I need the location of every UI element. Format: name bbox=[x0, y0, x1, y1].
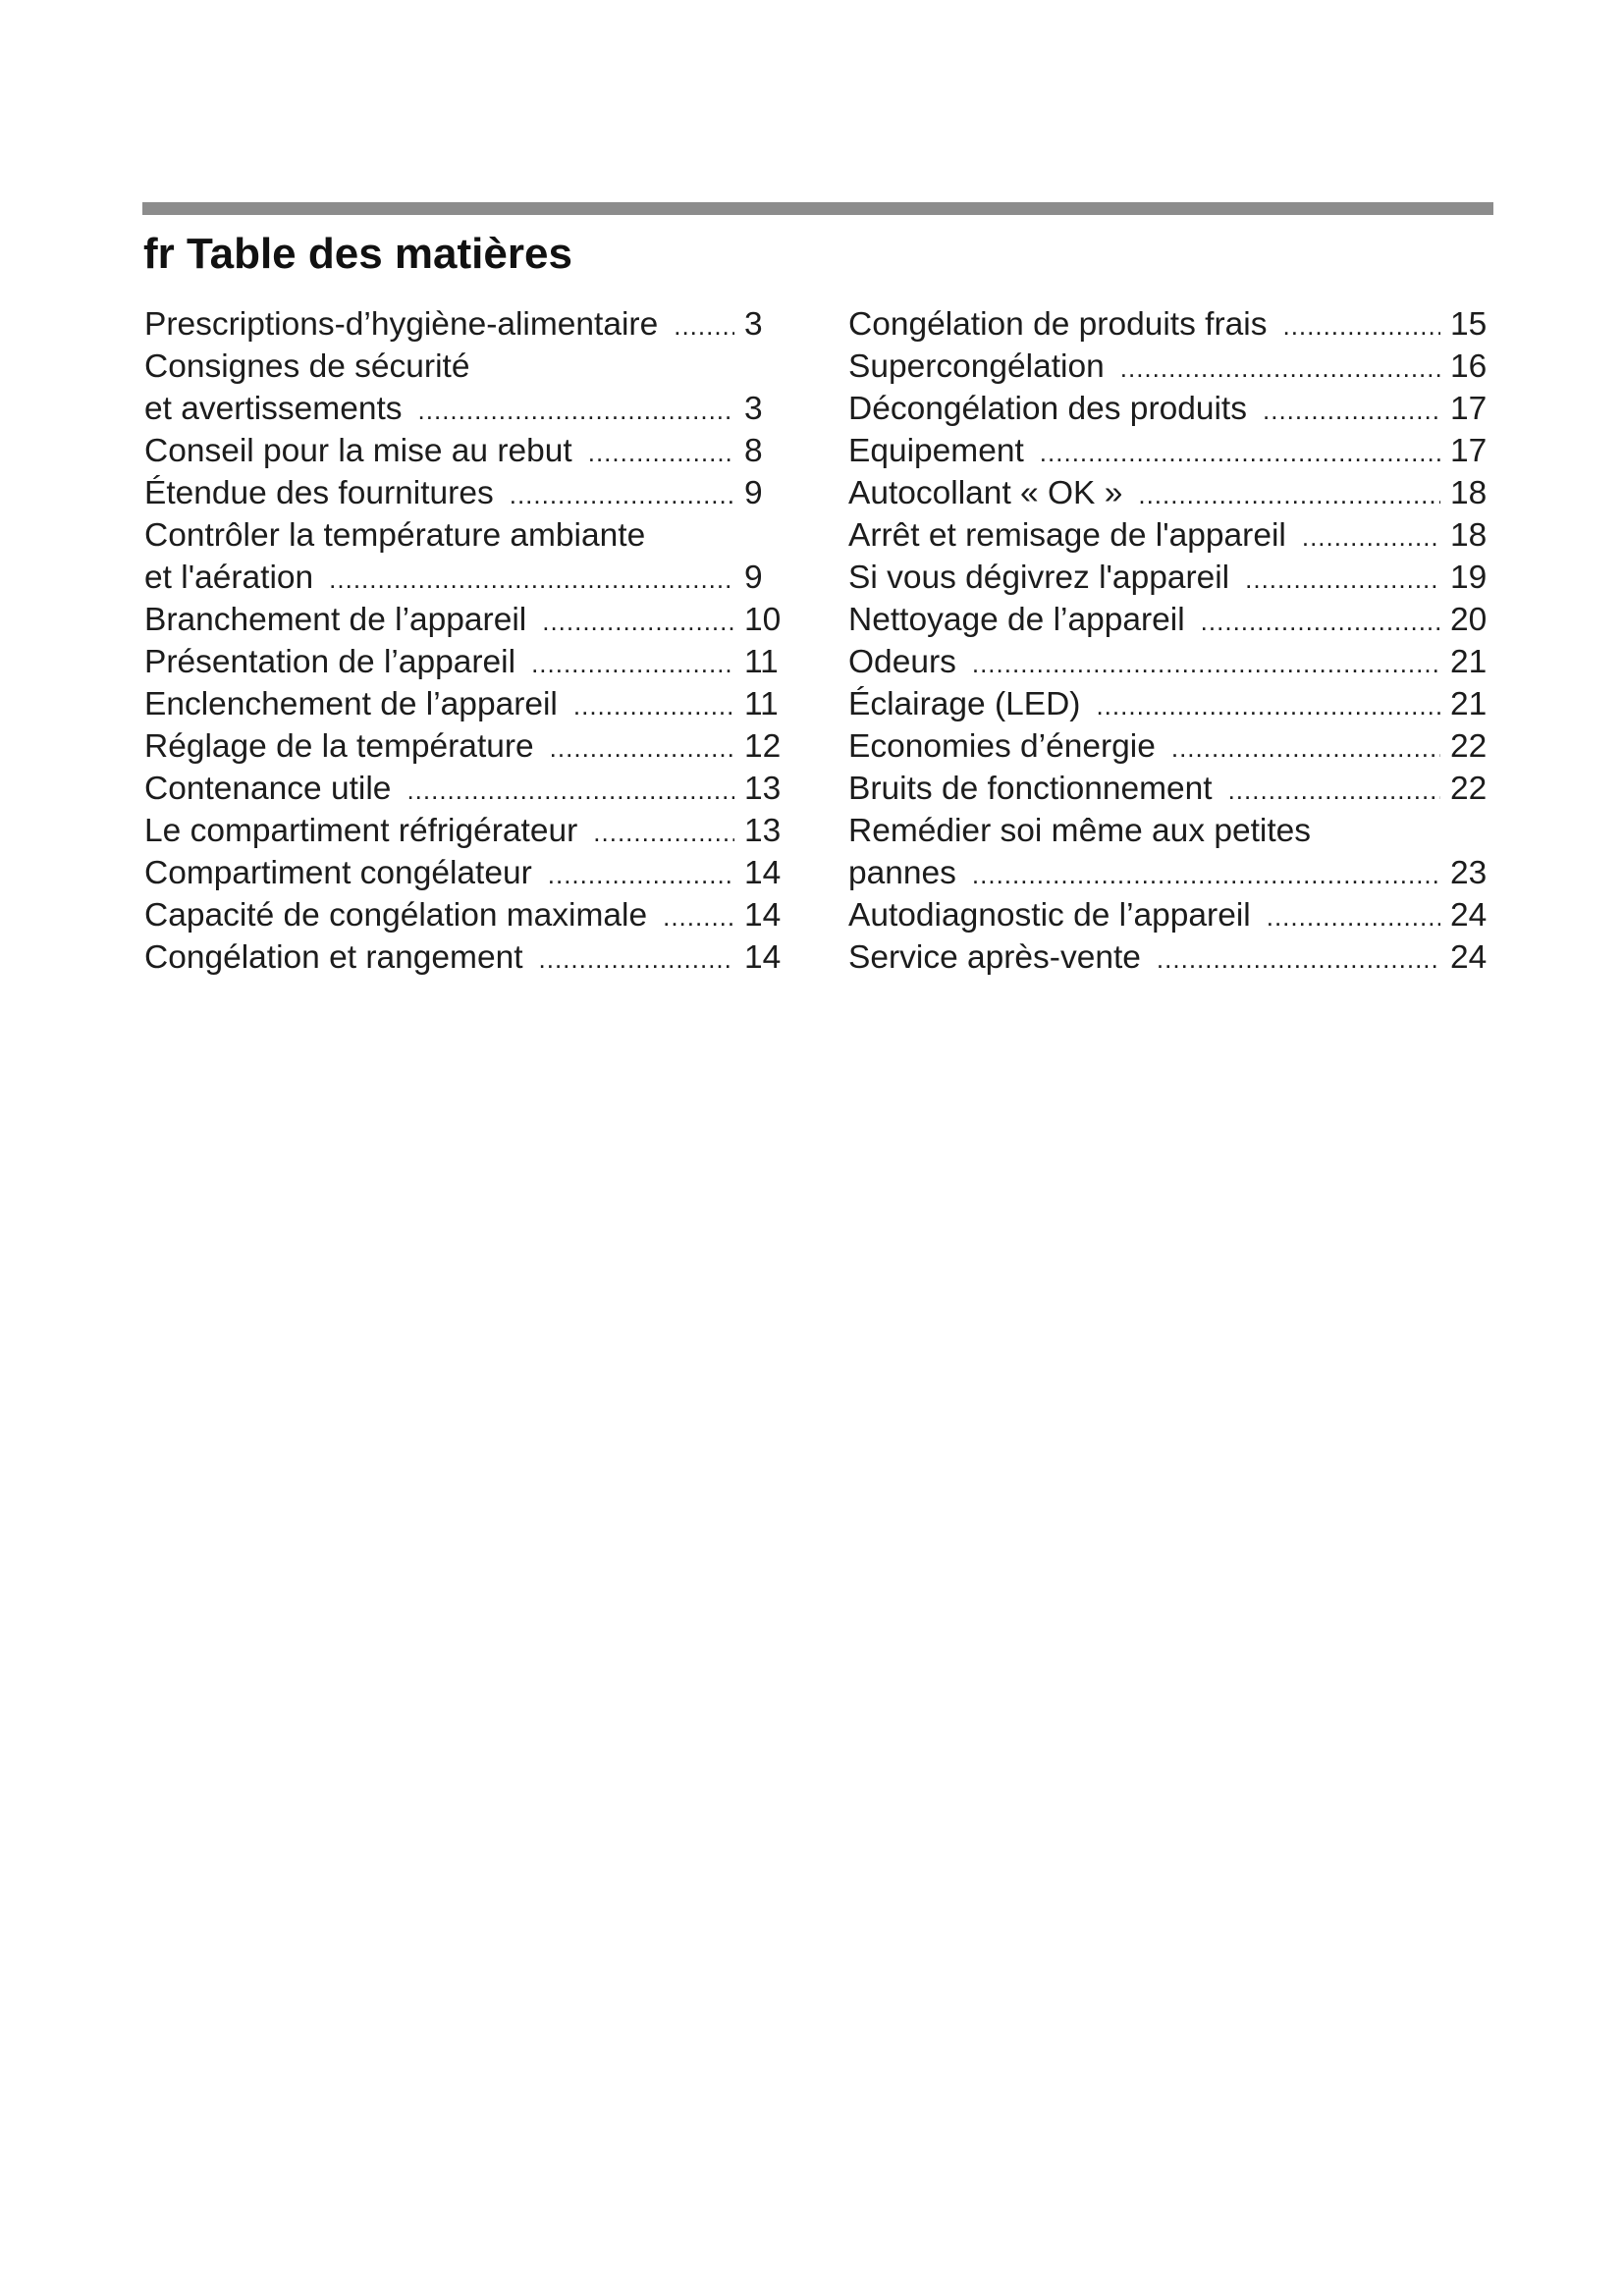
toc-entry-line bbox=[848, 472, 1493, 514]
toc-page-number: 9 bbox=[744, 560, 763, 596]
toc-leader-dots bbox=[539, 938, 734, 981]
toc-page-number: 16 bbox=[1450, 348, 1488, 385]
toc-page-number: 12 bbox=[744, 728, 782, 765]
toc-entry[interactable] bbox=[144, 936, 787, 979]
toc-entry-line bbox=[144, 388, 787, 430]
toc-page-number: 20 bbox=[1450, 602, 1488, 638]
toc-entry-title: Si vous dégivrez l'appareil bbox=[848, 560, 1230, 596]
toc-page-number: 8 bbox=[744, 433, 763, 469]
toc-page-number: 17 bbox=[1450, 433, 1488, 469]
toc-entry-line bbox=[144, 430, 787, 472]
toc-entry-title: Nettoyage de l’appareil bbox=[848, 602, 1185, 638]
toc-leader-dots bbox=[663, 896, 734, 938]
toc-leader-dots bbox=[1302, 516, 1440, 559]
toc-entry-line bbox=[848, 936, 1493, 979]
toc-entry[interactable] bbox=[848, 683, 1493, 725]
toc-entry[interactable] bbox=[848, 303, 1493, 346]
toc-entry-line bbox=[848, 303, 1493, 346]
toc-entry-title: Remédier soi même aux petites bbox=[848, 813, 1312, 849]
header-rule bbox=[142, 202, 1493, 215]
toc-leader-dots bbox=[1201, 601, 1440, 643]
toc-page-number: 21 bbox=[1450, 686, 1488, 722]
toc-entry-title: Contenance utile bbox=[144, 771, 392, 807]
toc-leader-dots bbox=[573, 685, 734, 727]
toc-entry-line bbox=[144, 725, 787, 768]
toc-entry-title: Réglage de la température bbox=[144, 728, 534, 765]
toc-entry-title: Economies d’énergie bbox=[848, 728, 1156, 765]
toc-entry-title: Présentation de l’appareil bbox=[144, 644, 516, 680]
toc-leader-dots bbox=[674, 305, 734, 347]
toc-entry-title: et l'aération bbox=[144, 560, 314, 596]
toc-page-number: 19 bbox=[1450, 560, 1488, 596]
toc-entry-title: et avertissements bbox=[144, 391, 403, 427]
toc-leader-dots bbox=[1096, 685, 1440, 727]
toc-leader-dots bbox=[588, 432, 734, 474]
toc-entry-title: Equipement bbox=[848, 433, 1024, 469]
toc-leader-dots bbox=[972, 854, 1440, 896]
toc-entry[interactable] bbox=[144, 641, 787, 683]
toc-entry-line bbox=[144, 768, 787, 810]
toc-entry-title: Éclairage (LED) bbox=[848, 686, 1081, 722]
toc-leader-dots bbox=[1040, 432, 1440, 474]
toc-page-number: 3 bbox=[744, 391, 763, 427]
toc-entry[interactable] bbox=[848, 388, 1493, 430]
toc-entry-title: Branchement de l’appareil bbox=[144, 602, 527, 638]
toc-leader-dots bbox=[542, 601, 734, 643]
toc-entry[interactable] bbox=[848, 768, 1493, 810]
toc-entry-title: Prescriptions-d’hygiène-alimentaire bbox=[144, 306, 659, 343]
toc-page-number: 3 bbox=[744, 306, 763, 343]
toc-leader-dots bbox=[550, 727, 734, 770]
toc-entry-title: Congélation et rangement bbox=[144, 939, 523, 976]
toc-entry[interactable] bbox=[144, 768, 787, 810]
toc-page-number: 24 bbox=[1450, 897, 1488, 934]
toc-right-column bbox=[848, 303, 1493, 979]
toc-entry-line bbox=[848, 514, 1493, 557]
toc-entry-line bbox=[144, 641, 787, 683]
toc-leader-dots bbox=[1263, 390, 1440, 432]
toc-leader-dots bbox=[418, 390, 734, 432]
toc-entry-title: Enclenchement de l’appareil bbox=[144, 686, 558, 722]
toc-page-number: 15 bbox=[1450, 306, 1488, 343]
toc-page-number: 11 bbox=[744, 644, 779, 680]
toc-entry-line bbox=[144, 599, 787, 641]
toc-page-number: 21 bbox=[1450, 644, 1488, 680]
toc-entry-title: Bruits de fonctionnement bbox=[848, 771, 1213, 807]
toc-leader-dots bbox=[531, 643, 734, 685]
toc-page-number: 9 bbox=[744, 475, 763, 511]
toc-entry-title: pannes bbox=[848, 855, 956, 891]
toc-page-number: 18 bbox=[1450, 475, 1488, 511]
toc-entry-line bbox=[848, 768, 1493, 810]
toc-page-number: 10 bbox=[744, 602, 782, 638]
toc-entry-title: Compartiment congélateur bbox=[144, 855, 532, 891]
toc-entry[interactable] bbox=[144, 852, 787, 894]
toc-entry[interactable] bbox=[848, 936, 1493, 979]
toc-leader-dots bbox=[329, 559, 734, 601]
toc-entry-title: Odeurs bbox=[848, 644, 956, 680]
toc-entry-line bbox=[848, 810, 1493, 852]
toc-entry-title: Conseil pour la mise au rebut bbox=[144, 433, 572, 469]
toc-entry-line bbox=[848, 388, 1493, 430]
toc-entry-line bbox=[848, 641, 1493, 683]
toc-entry-line bbox=[848, 725, 1493, 768]
page-title: fr Table des matières bbox=[143, 230, 572, 278]
toc-entry-title: Étendue des fournitures bbox=[144, 475, 494, 511]
toc-entry-title: Autocollant « OK » bbox=[848, 475, 1123, 511]
toc-entry-title: Le compartiment réfrigérateur bbox=[144, 813, 578, 849]
toc-entry-line bbox=[144, 472, 787, 514]
toc-entry-line bbox=[144, 346, 787, 388]
toc-entry[interactable] bbox=[144, 472, 787, 514]
toc-page-number: 23 bbox=[1450, 855, 1488, 891]
toc-page-number: 11 bbox=[744, 686, 779, 722]
toc-entry[interactable] bbox=[848, 894, 1493, 936]
toc-entry-title: Consignes de sécurité bbox=[144, 348, 470, 385]
toc-page-number: 18 bbox=[1450, 517, 1488, 554]
toc-entry-line bbox=[144, 936, 787, 979]
toc-leader-dots bbox=[1267, 896, 1440, 938]
toc-leader-dots bbox=[1120, 347, 1440, 390]
toc-entry-line bbox=[144, 514, 787, 557]
toc-entry-title: Service après-vente bbox=[848, 939, 1141, 976]
toc-entry-line bbox=[848, 683, 1493, 725]
toc-page-number: 14 bbox=[744, 897, 782, 934]
toc-entry-line bbox=[848, 346, 1493, 388]
toc-page-number: 13 bbox=[744, 771, 782, 807]
toc-entry-line bbox=[848, 894, 1493, 936]
toc-leader-dots bbox=[1157, 938, 1440, 981]
toc-entry[interactable] bbox=[848, 641, 1493, 683]
toc-entry[interactable] bbox=[848, 430, 1493, 472]
toc-page-number: 22 bbox=[1450, 728, 1488, 765]
toc-entry[interactable] bbox=[848, 472, 1493, 514]
toc-entry-title: Supercongélation bbox=[848, 348, 1105, 385]
toc-entry-title: Arrêt et remisage de l'appareil bbox=[848, 517, 1286, 554]
toc-entry-line bbox=[848, 557, 1493, 599]
toc-entry[interactable] bbox=[848, 810, 1493, 894]
toc-leader-dots bbox=[1228, 770, 1440, 812]
toc-entry[interactable] bbox=[144, 430, 787, 472]
toc-page-number: 17 bbox=[1450, 391, 1488, 427]
toc-entry-title: Autodiagnostic de l’appareil bbox=[848, 897, 1251, 934]
toc-entry-title: Capacité de congélation maximale bbox=[144, 897, 648, 934]
toc-leader-dots bbox=[406, 770, 734, 812]
toc-entry[interactable] bbox=[144, 303, 787, 346]
toc-entry[interactable] bbox=[848, 514, 1493, 557]
toc-entry[interactable] bbox=[848, 346, 1493, 388]
toc-entry-line bbox=[144, 557, 787, 599]
toc-left-column bbox=[144, 303, 787, 979]
toc-leader-dots bbox=[593, 812, 734, 854]
toc-entry[interactable] bbox=[144, 810, 787, 852]
toc-entry-line bbox=[848, 599, 1493, 641]
toc-entry-line bbox=[144, 810, 787, 852]
toc-page-number: 24 bbox=[1450, 939, 1488, 976]
toc-entry-line bbox=[848, 852, 1493, 894]
toc-leader-dots bbox=[1282, 305, 1440, 347]
toc-leader-dots bbox=[972, 643, 1440, 685]
toc-page-number: 13 bbox=[744, 813, 782, 849]
toc-entry-line bbox=[144, 303, 787, 346]
toc-entry[interactable] bbox=[848, 557, 1493, 599]
toc-page-number: 22 bbox=[1450, 771, 1488, 807]
toc-entry[interactable] bbox=[848, 725, 1493, 768]
toc-leader-dots bbox=[510, 474, 734, 516]
toc-entry-title: Contrôler la température ambiante bbox=[144, 517, 646, 554]
toc-entry[interactable] bbox=[144, 683, 787, 725]
toc-entry-line bbox=[144, 852, 787, 894]
toc-leader-dots bbox=[548, 854, 734, 896]
toc-entry[interactable] bbox=[144, 346, 787, 430]
toc-entry[interactable] bbox=[144, 599, 787, 641]
toc-leader-dots bbox=[1138, 474, 1440, 516]
toc-entry-title: Décongélation des produits bbox=[848, 391, 1247, 427]
toc-entry[interactable] bbox=[144, 894, 787, 936]
toc-leader-dots bbox=[1171, 727, 1440, 770]
toc-entry-line bbox=[144, 894, 787, 936]
toc-entry[interactable] bbox=[848, 599, 1493, 641]
toc-entry-line bbox=[144, 683, 787, 725]
toc-entry-title: Congélation de produits frais bbox=[848, 306, 1268, 343]
toc-entry[interactable] bbox=[144, 725, 787, 768]
toc-leader-dots bbox=[1245, 559, 1440, 601]
toc-page-number: 14 bbox=[744, 939, 782, 976]
toc-entry-line bbox=[848, 430, 1493, 472]
toc-page-number: 14 bbox=[744, 855, 782, 891]
toc-entry[interactable] bbox=[144, 514, 787, 599]
